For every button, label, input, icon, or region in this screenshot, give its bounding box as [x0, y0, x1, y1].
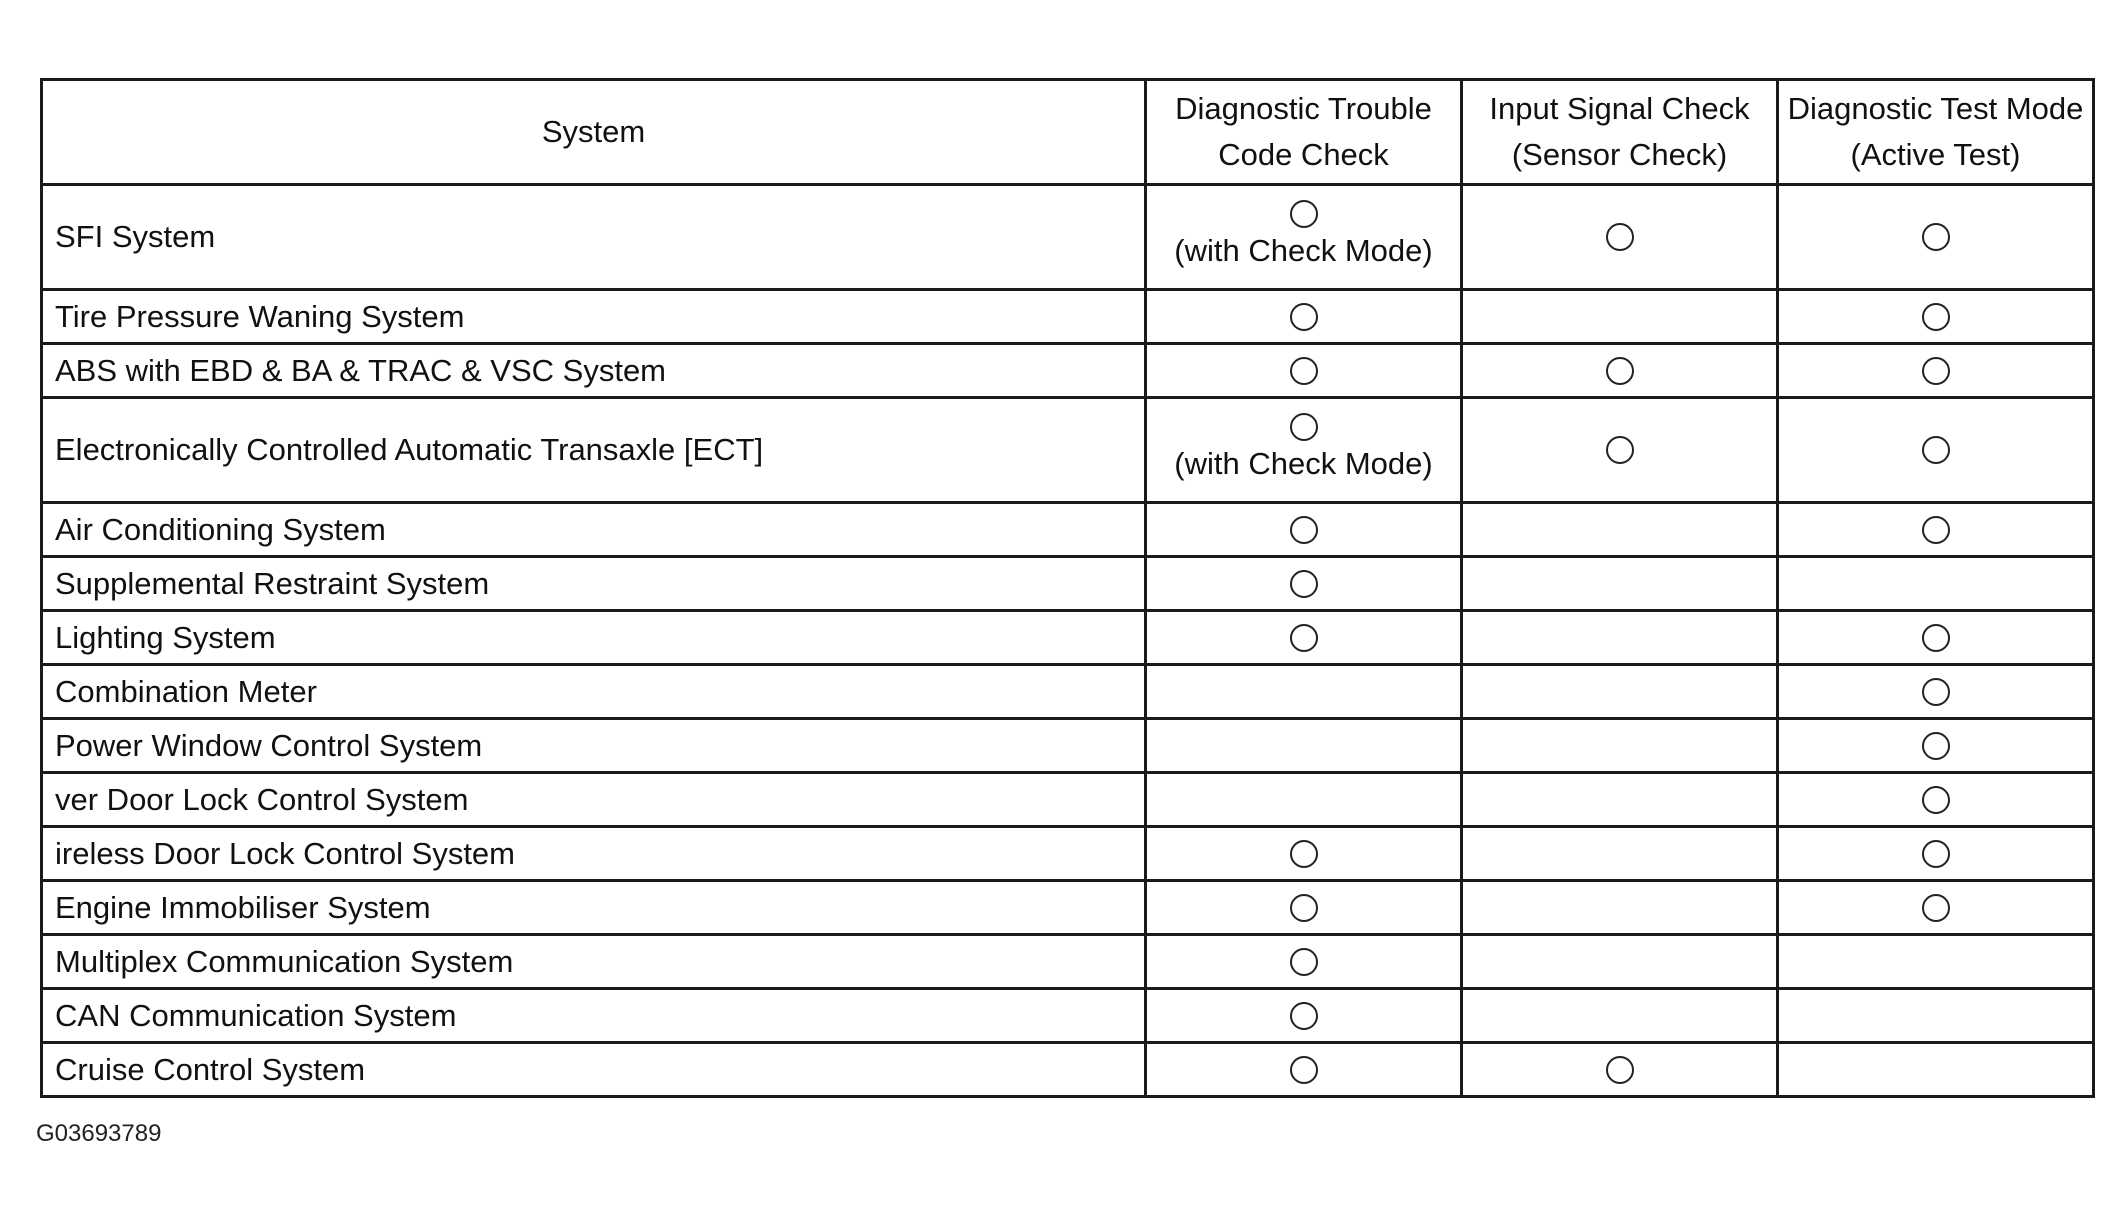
mark-wrap — [1147, 200, 1460, 274]
dtc-cell — [1146, 665, 1462, 719]
active-cell — [1778, 344, 2094, 398]
mark-wrap — [1779, 303, 2092, 331]
active-cell — [1778, 1043, 2094, 1097]
system-name-cell: Power Window Control System — [42, 719, 1146, 773]
input-cell — [1462, 1043, 1778, 1097]
circle-mark-icon — [1922, 786, 1950, 814]
system-name-cell: Electronically Controlled Automatic Transaxle [ECT] — [42, 398, 1146, 503]
circle-mark-icon — [1290, 200, 1318, 228]
input-cell — [1462, 665, 1778, 719]
dtc-cell — [1146, 935, 1462, 989]
mark-wrap — [1463, 223, 1776, 251]
circle-mark-icon — [1290, 413, 1318, 441]
table-row — [42, 1043, 2094, 1097]
active-cell — [1778, 989, 2094, 1043]
table-row — [42, 611, 2094, 665]
table-row — [42, 344, 2094, 398]
circle-mark-icon — [1922, 357, 1950, 385]
check-mode-note: (with Check Mode) — [1174, 446, 1433, 481]
input-cell — [1462, 881, 1778, 935]
active-cell — [1778, 185, 2094, 290]
table-row — [42, 719, 2094, 773]
dtc-cell — [1146, 827, 1462, 881]
circle-mark-icon — [1290, 1002, 1318, 1030]
mark-wrap — [1147, 1056, 1460, 1084]
input-cell — [1462, 773, 1778, 827]
circle-mark-icon — [1922, 840, 1950, 868]
active-cell — [1778, 665, 2094, 719]
dtc-cell — [1146, 290, 1462, 344]
circle-mark-icon — [1922, 678, 1950, 706]
table-row — [42, 557, 2094, 611]
dtc-cell — [1146, 185, 1462, 290]
circle-mark-icon — [1290, 357, 1318, 385]
active-cell — [1778, 557, 2094, 611]
circle-mark-icon — [1922, 436, 1950, 464]
table-row — [42, 665, 2094, 719]
system-name-cell: Multiplex Communication System — [42, 935, 1146, 989]
mark-wrap — [1147, 948, 1460, 976]
dtc-cell — [1146, 398, 1462, 503]
table-row — [42, 989, 2094, 1043]
input-cell — [1462, 290, 1778, 344]
mark-wrap — [1779, 840, 2092, 868]
figure-code: G03693789 — [36, 1120, 162, 1147]
circle-mark-icon — [1922, 732, 1950, 760]
input-cell — [1462, 827, 1778, 881]
circle-mark-icon — [1290, 570, 1318, 598]
mark-wrap — [1779, 624, 2092, 652]
check-mode-note: (with Check Mode) — [1174, 233, 1433, 268]
input-cell — [1462, 719, 1778, 773]
dtc-cell — [1146, 1043, 1462, 1097]
active-cell — [1778, 719, 2094, 773]
input-cell — [1462, 557, 1778, 611]
mark-wrap — [1147, 516, 1460, 544]
table-row — [42, 881, 2094, 935]
circle-mark-icon — [1290, 840, 1318, 868]
system-name-cell: Lighting System — [42, 611, 1146, 665]
mark-wrap — [1147, 303, 1460, 331]
active-cell — [1778, 503, 2094, 557]
table-row — [42, 827, 2094, 881]
table-row — [42, 290, 2094, 344]
table-body — [42, 185, 2094, 1097]
circle-mark-icon — [1606, 357, 1634, 385]
circle-mark-icon — [1922, 516, 1950, 544]
system-name-cell: SFI System — [42, 185, 1146, 290]
active-cell — [1778, 881, 2094, 935]
table-row — [42, 185, 2094, 290]
circle-mark-icon — [1922, 894, 1950, 922]
header-input-signal-check: Input Signal Check (Sensor Check) — [1462, 80, 1778, 185]
mark-wrap — [1779, 357, 2092, 385]
system-name-cell: Supplemental Restraint System — [42, 557, 1146, 611]
active-cell — [1778, 773, 2094, 827]
circle-mark-icon — [1290, 303, 1318, 331]
mark-wrap — [1779, 786, 2092, 814]
system-name-cell: Cruise Control System — [42, 1043, 1146, 1097]
circle-mark-icon — [1922, 303, 1950, 331]
mark-wrap — [1779, 223, 2092, 251]
circle-mark-icon — [1922, 624, 1950, 652]
circle-mark-icon — [1606, 1056, 1634, 1084]
input-cell — [1462, 989, 1778, 1043]
active-cell — [1778, 398, 2094, 503]
system-name-cell: ireless Door Lock Control System — [42, 827, 1146, 881]
table-row — [42, 935, 2094, 989]
dtc-cell — [1146, 881, 1462, 935]
input-cell — [1462, 611, 1778, 665]
dtc-cell — [1146, 611, 1462, 665]
mark-wrap — [1147, 357, 1460, 385]
mark-wrap — [1147, 624, 1460, 652]
mark-wrap — [1147, 1002, 1460, 1030]
system-name-cell: Tire Pressure Waning System — [42, 290, 1146, 344]
mark-wrap — [1147, 894, 1460, 922]
dtc-cell — [1146, 719, 1462, 773]
system-name-cell: Engine Immobiliser System — [42, 881, 1146, 935]
dtc-cell — [1146, 773, 1462, 827]
mark-wrap — [1779, 732, 2092, 760]
circle-mark-icon — [1290, 1056, 1318, 1084]
system-name-cell: ver Door Lock Control System — [42, 773, 1146, 827]
mark-wrap — [1463, 1056, 1776, 1084]
active-cell — [1778, 611, 2094, 665]
header-active-test: Diagnostic Test Mode (Active Test) — [1778, 80, 2094, 185]
active-cell — [1778, 935, 2094, 989]
header-dtc-check: Diagnostic Trouble Code Check — [1146, 80, 1462, 185]
dtc-cell — [1146, 344, 1462, 398]
mark-wrap — [1463, 357, 1776, 385]
table-row — [42, 398, 2094, 503]
circle-mark-icon — [1606, 223, 1634, 251]
system-name-cell: ABS with EBD & BA & TRAC & VSC System — [42, 344, 1146, 398]
circle-mark-icon — [1606, 436, 1634, 464]
dtc-cell — [1146, 557, 1462, 611]
system-name-cell: Air Conditioning System — [42, 503, 1146, 557]
system-name-cell: Combination Meter — [42, 665, 1146, 719]
input-cell — [1462, 503, 1778, 557]
table-row — [42, 503, 2094, 557]
circle-mark-icon — [1290, 516, 1318, 544]
system-name-cell: CAN Communication System — [42, 989, 1146, 1043]
mark-wrap — [1779, 894, 2092, 922]
input-cell — [1462, 398, 1778, 503]
circle-mark-icon — [1290, 894, 1318, 922]
input-cell — [1462, 185, 1778, 290]
active-cell — [1778, 827, 2094, 881]
circle-mark-icon — [1290, 624, 1318, 652]
mark-wrap — [1147, 840, 1460, 868]
mark-wrap — [1147, 413, 1460, 487]
mark-wrap — [1779, 678, 2092, 706]
input-cell — [1462, 935, 1778, 989]
mark-wrap — [1779, 516, 2092, 544]
mark-wrap — [1463, 436, 1776, 464]
active-cell — [1778, 290, 2094, 344]
header-row — [42, 80, 2094, 185]
input-cell — [1462, 344, 1778, 398]
circle-mark-icon — [1290, 948, 1318, 976]
dtc-cell — [1146, 989, 1462, 1043]
dtc-cell — [1146, 503, 1462, 557]
header-system: System — [42, 80, 1146, 185]
mark-wrap — [1147, 570, 1460, 598]
mark-wrap — [1779, 436, 2092, 464]
circle-mark-icon — [1922, 223, 1950, 251]
diagnostic-function-table — [40, 78, 2095, 1098]
table-row — [42, 773, 2094, 827]
